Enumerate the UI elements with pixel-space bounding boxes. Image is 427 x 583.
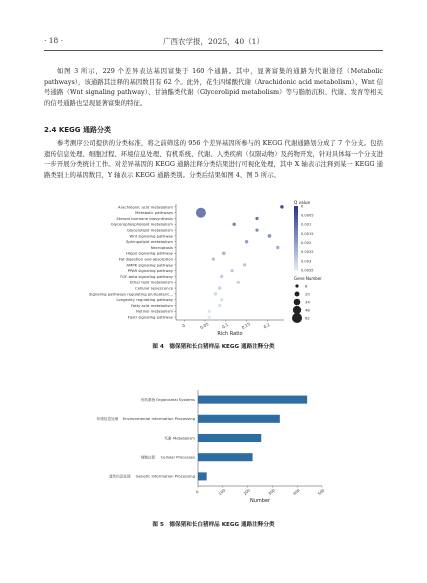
- y-tick-label: Ether lipid metabolism: [130, 279, 173, 285]
- x-tick-label: 500: [316, 487, 326, 497]
- x-tick-label: 100: [217, 487, 227, 497]
- gene-legend-label: 20: [305, 291, 310, 297]
- y-tick-label: Glycerophospholipid metabolism: [110, 221, 173, 227]
- bubble-point: [255, 217, 258, 220]
- section-heading-2-4: 2.4 KEGG 通路分类: [44, 126, 111, 134]
- gene-legend-symbol: [295, 292, 300, 297]
- qvalue-legend-label: 0.003: [301, 259, 312, 264]
- figure5-bar-chart: [96, 386, 340, 516]
- y-tick-label-en: Cellular Processes: [160, 454, 195, 460]
- qvalue-gradient-segment: [294, 206, 298, 210]
- figure4-bubble-chart: [70, 198, 360, 338]
- qvalue-gradient-segment: [294, 260, 298, 264]
- x-axis-title: Rich Ratio: [217, 331, 243, 337]
- x-tick-label: 0.05: [199, 321, 210, 331]
- qvalue-legend-label: 0.002: [301, 240, 312, 245]
- y-tick-label: Metabolic pathways: [135, 210, 173, 216]
- y-tick-label: AMPK signaling pathway: [126, 262, 173, 268]
- qvalue-gradient-segment: [294, 225, 298, 229]
- qvalue-gradient-segment: [294, 209, 298, 213]
- qvalue-gradient-segment: [294, 212, 298, 216]
- x-tick-label: 0.1: [221, 321, 230, 330]
- y-tick-label: Steroid hormone biosynthesis: [116, 215, 173, 221]
- y-tick-label-en: Environmental Information Processing: [122, 416, 195, 422]
- y-tick-label-cn: 有机系统: [140, 397, 156, 402]
- y-tick-label: Sphingolipid metabolism: [126, 239, 173, 245]
- y-tick-label: TGF-beta signaling pathway: [119, 273, 173, 279]
- qvalue-legend-label: 0.0015: [301, 231, 314, 236]
- bubble-point: [220, 298, 223, 301]
- y-tick-label-cn: 代谢: [164, 436, 172, 441]
- qvalue-legend-label: 0: [301, 204, 304, 209]
- x-axis-title: Number: [249, 498, 271, 504]
- figure4-caption: 图 4 德保猪和长白猪样品 KEGG 通路注释分类: [152, 344, 275, 350]
- qvalue-gradient-segment: [294, 267, 298, 271]
- qvalue-gradient-segment: [294, 257, 298, 261]
- x-tick-label: 0: [194, 489, 200, 495]
- y-tick-label-cn: 环境信息处理: [96, 417, 119, 422]
- x-tick-label: 200: [242, 487, 252, 497]
- bubble-point: [237, 281, 240, 284]
- gene-legend-symbol: [292, 313, 302, 323]
- y-tick-label: Arachidonic acid metabolism: [118, 204, 173, 210]
- y-tick-label-cn: 细胞过程: [140, 455, 156, 460]
- x-tick-label: 400: [291, 487, 301, 497]
- qvalue-gradient-segment: [294, 264, 298, 268]
- y-tick-label: Glycerolipid metabolism: [126, 227, 173, 233]
- bubble-point: [268, 234, 272, 238]
- bar: [198, 396, 307, 404]
- bubble-point: [208, 310, 211, 313]
- gene-legend-label: 6: [305, 283, 308, 289]
- y-tick-label: Hippo signaling pathway: [126, 250, 173, 256]
- y-tick-label: FoxO signaling pathway: [127, 314, 173, 320]
- y-tick-label-en: Genetic Information Processing: [135, 473, 195, 479]
- bubble-point: [218, 286, 221, 289]
- qvalue-gradient-segment: [294, 254, 298, 258]
- journal-title: 广西农学报，2025，40（1）: [163, 37, 264, 46]
- qvalue-gradient-segment: [294, 241, 298, 245]
- bar: [198, 472, 207, 480]
- y-tick-label-en: Metabolism: [173, 435, 195, 441]
- x-tick-label: 0: [181, 322, 186, 329]
- gene-legend-symbol: [295, 284, 298, 287]
- y-tick-label-en: Organismal Systems: [155, 396, 195, 402]
- bubble-point: [243, 263, 246, 266]
- header-rule: [44, 50, 383, 51]
- y-tick-label: Signaling pathways regulating pluripotenc...: [89, 291, 173, 297]
- qvalue-gradient-segment: [294, 228, 298, 232]
- bubble-point: [255, 229, 258, 232]
- paragraph-kegg-classification: 参考测序公司提供的分类标准，将之前筛选的 956 个差异基因所参与的 KEGG 代谢通路划分成了 7 个分支。包括遗传信息处理、细胞过程、环境信息处理、有机系统、代谢、人类疾病（仅限动物）及药物开发，针对具体每一个分支进一步开展分类统计工作。对差异基因的 KEGG 通路注释分类结果进行可视化处理，其中 X 轴表示注释到某一 KEGG 通路类别上的基因数目，Y 轴表示 KEGG 通路类别。分类后结果如图 4、图 5 所示。: [44, 139, 383, 179]
- x-tick-label: 0.2: [262, 321, 271, 330]
- y-tick-label: Wnt signaling pathway: [129, 233, 173, 239]
- bubble-point: [218, 304, 221, 307]
- x-tick-label: 0.15: [240, 321, 251, 331]
- y-tick-label: Retinol metabolism: [136, 308, 173, 314]
- paragraph-figure3-description: 如图 3 所示，229 个差异表达基因富集于 160 个通路。其中，显著富集的通路为代谢途径（Metabolic pathways），该通路其注释的基因数目有 62 个。此外，花生四烯酸代谢（Arachidonic acid metabolism）、Wnt 信号通路（Wnt signaling pathway）、甘油酯类代谢（Glycerolipid metabolism）等与脂肪沉积、代谢、发育等相关的信号通路也呈现显著富集的特征。: [44, 67, 383, 107]
- gene-legend-label: 48: [305, 307, 310, 313]
- qvalue-gradient-segment: [294, 232, 298, 236]
- bubble-point: [222, 251, 226, 255]
- qvalue-gradient-segment: [294, 238, 298, 242]
- bubble-point: [212, 258, 215, 261]
- y-tick-label: Fat digestion and absorption: [118, 256, 173, 262]
- bar: [198, 434, 261, 442]
- gene-legend-label: 62: [305, 315, 310, 321]
- page-number: · 18 ·: [44, 36, 64, 45]
- gene-legend-symbol: [294, 299, 301, 306]
- qvalue-legend-label: 0.0025: [301, 250, 314, 255]
- gene-legend-title: Gene Number: [294, 276, 322, 281]
- y-tick-label: Cellular senescence: [135, 285, 173, 291]
- bar: [198, 415, 280, 423]
- qvalue-gradient-segment: [294, 244, 298, 248]
- gene-legend-symbol: [293, 306, 301, 314]
- qvalue-gradient-segment: [294, 251, 298, 255]
- gene-legend-label: 34: [305, 299, 310, 305]
- x-tick-label: 300: [267, 487, 276, 497]
- bubble-point: [196, 208, 206, 218]
- running-header: [44, 36, 383, 48]
- y-tick-label-cn: 遗传信息处理: [108, 474, 131, 479]
- bubble-point: [276, 246, 279, 249]
- qvalue-legend-label: 0.0035: [301, 268, 314, 273]
- qvalue-gradient-segment: [294, 235, 298, 239]
- y-tick-label: Fatty acid metabolism: [130, 302, 173, 308]
- bubble-point: [208, 315, 211, 318]
- bubble-point: [214, 292, 217, 295]
- y-tick-label: Necroptosis: [150, 244, 173, 250]
- bubble-point: [230, 269, 233, 272]
- qvalue-gradient-segment: [294, 216, 298, 220]
- qvalue-gradient-segment: [294, 222, 298, 226]
- bubble-point: [280, 205, 283, 208]
- bar: [198, 453, 253, 461]
- figure5-caption: 图 5 德保猪和长白猪样品 KEGG 通路注释分类: [152, 522, 275, 528]
- bubble-point: [220, 275, 223, 278]
- y-tick-label: Longevity regulating pathway: [116, 297, 173, 303]
- qvalue-legend-title: Q value: [294, 200, 311, 205]
- qvalue-gradient-segment: [294, 219, 298, 223]
- qvalue-legend-label: 0.0005: [301, 213, 314, 218]
- bubble-point: [232, 223, 235, 226]
- qvalue-gradient-segment: [294, 248, 298, 252]
- qvalue-legend-label: 0.001: [301, 222, 312, 227]
- y-tick-label: PPAR signaling pathway: [127, 268, 173, 274]
- bubble-point: [245, 240, 248, 243]
